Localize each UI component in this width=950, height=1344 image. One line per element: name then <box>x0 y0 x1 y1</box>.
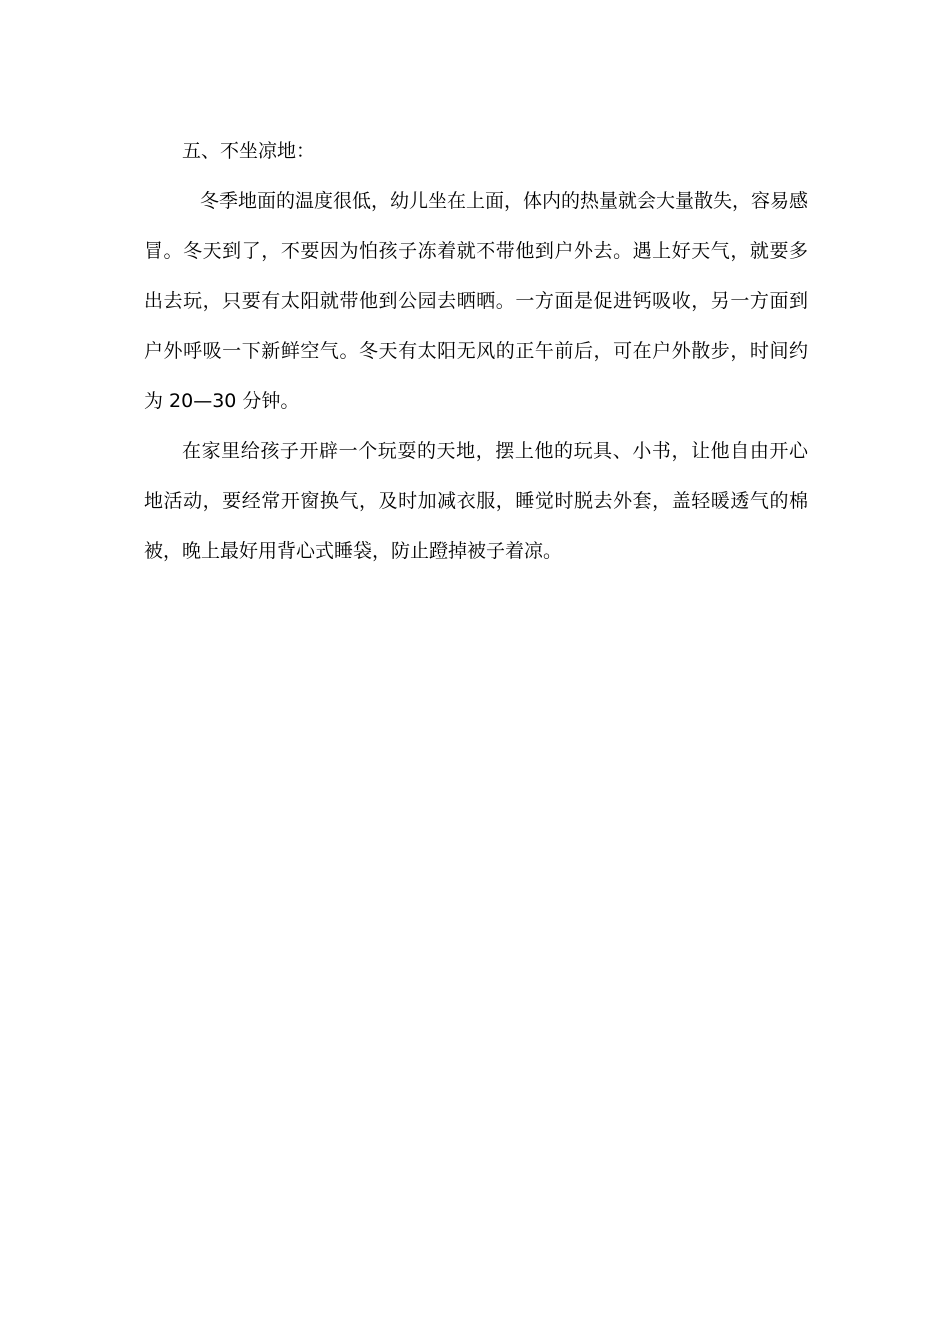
paragraph-cold-ground: 冬季地面的温度很低，幼儿坐在上面，体内的热量就会大量散失，容易感冒。冬天到了，不要因为怕孩子冻着就不带他到户外去。遇上好天气，就要多出去玩，只要有太阳就带他到公园去晒晒。一方面是促进钙吸收，另一方面到户外呼吸一下新鲜空气。冬天有太阳无风的正午前后，可在户外散步，时间约为 20—30 分钟。 <box>144 190 809 412</box>
paragraph-home-play: 在家里给孩子开辟一个玩耍的天地，摆上他的玩具、小书，让他自由开心地活动，要经常开窗换气，及时加减衣服，睡觉时脱去外套，盖轻暖透气的棉被，晚上最好用背心式睡袋，防止蹬掉被子着凉。 <box>144 440 808 562</box>
section-heading: 五、不坐凉地： <box>182 140 316 162</box>
document-body <box>144 126 808 576</box>
